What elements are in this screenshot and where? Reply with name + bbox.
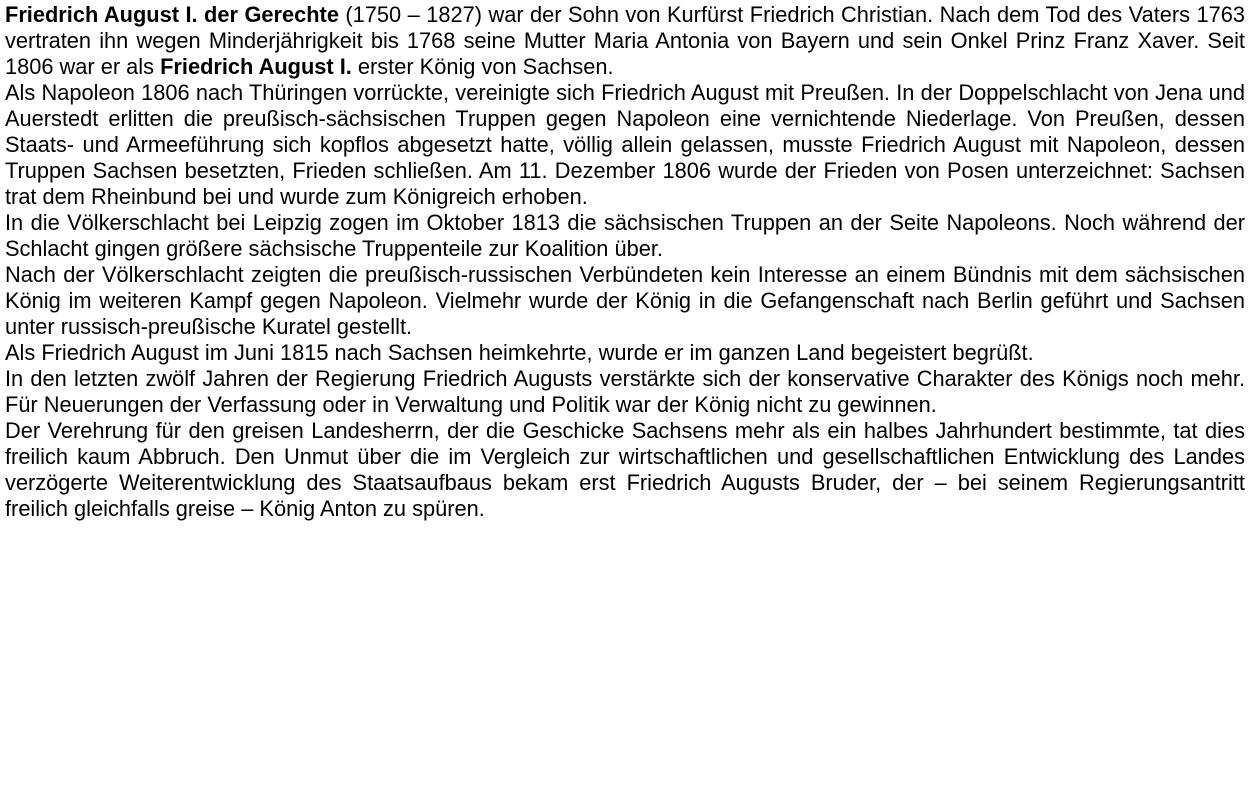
paragraph-napoleon-1806 xyxy=(5,80,1245,210)
paragraph-intro xyxy=(5,2,1245,80)
paragraph-text: erster König von Sachsen. xyxy=(351,54,614,79)
paragraph-last-years xyxy=(5,366,1245,418)
heading-name: Friedrich August I. der Gerechte xyxy=(5,2,339,27)
paragraph-leipzig-1813 xyxy=(5,210,1245,262)
paragraph-veneration xyxy=(5,418,1245,522)
paragraph-text: Nach der Völkerschlacht zeigten die preußisch-russischen Verbündeten kein Interesse an einem Bündnis mit dem sächsischen König im weiteren Kampf gegen Napoleon. Vielmehr wurde der König in die Gefangenschaft nach Berlin geführt und Sachsen unter russisch-preußische Kuratel gestellt. xyxy=(5,262,1245,339)
paragraph-text: Als Friedrich August im Juni 1815 nach Sachsen heimkehrte, wurde er im ganzen Land begeistert begrüßt. xyxy=(5,340,1034,365)
paragraph-text: (1750 – 1827) war der Sohn von Kurfürst Friedrich Christian. Nach dem Tod des Vaters 1763 vertraten ihn wegen Minderjährigkeit bis 1768 seine Mutter Maria Antonia von Bayern und sein Onkel Prinz Franz Xaver. Seit 1806 war er als xyxy=(5,2,1246,79)
paragraph-text: Der Verehrung für den greisen Landesherrn, der die Geschicke Sachsens mehr als ein halbes Jahrhundert bestimmte, tat dies freilich kaum Abbruch. Den Unmut über die im Vergleich zur wirtschaftlichen und gesellschaftlichen Entwicklung des Landes verzögerte Weiterentwicklung des Staatsaufbaus bekam erst Friedrich Augusts Bruder, der – bei seinem Regierungsantritt freilich gleichfalls greise – König Anton zu spüren. xyxy=(5,418,1245,521)
paragraph-text: In die Völkerschlacht bei Leipzig zogen im Oktober 1813 die sächsischen Truppen an der Seite Napoleons. Noch während der Schlacht gingen größere sächsische Truppenteile zur Koalition über. xyxy=(5,210,1245,261)
paragraph-text: In den letzten zwölf Jahren der Regierung Friedrich Augusts verstärkte sich der konservative Charakter des Königs noch mehr. Für Neuerungen der Verfassung oder in Verwaltung und Politik war der König nicht zu gewinnen. xyxy=(5,366,1245,417)
bold-title: Friedrich August I. xyxy=(160,54,352,79)
paragraph-return-1815 xyxy=(5,340,1245,366)
paragraph-after-battle xyxy=(5,262,1245,340)
paragraph-text: Als Napoleon 1806 nach Thüringen vorrückte, vereinigte sich Friedrich August mit Preußen. In der Doppelschlacht von Jena und Auerstedt erlitten die preußisch-sächsischen Truppen gegen Napoleon eine vernichtende Niederlage. Von Preußen, dessen Staats- und Armeeführung sich kopflos abgesetzt hatte, völlig allein gelassen, musste Friedrich August mit Napoleon, dessen Truppen Sachsen besetzten, Frieden schließen. Am 11. Dezember 1806 wurde der Frieden von Posen unterzeichnet: Sachsen trat dem Rheinbund bei und wurde zum Königreich erhoben. xyxy=(5,80,1245,209)
